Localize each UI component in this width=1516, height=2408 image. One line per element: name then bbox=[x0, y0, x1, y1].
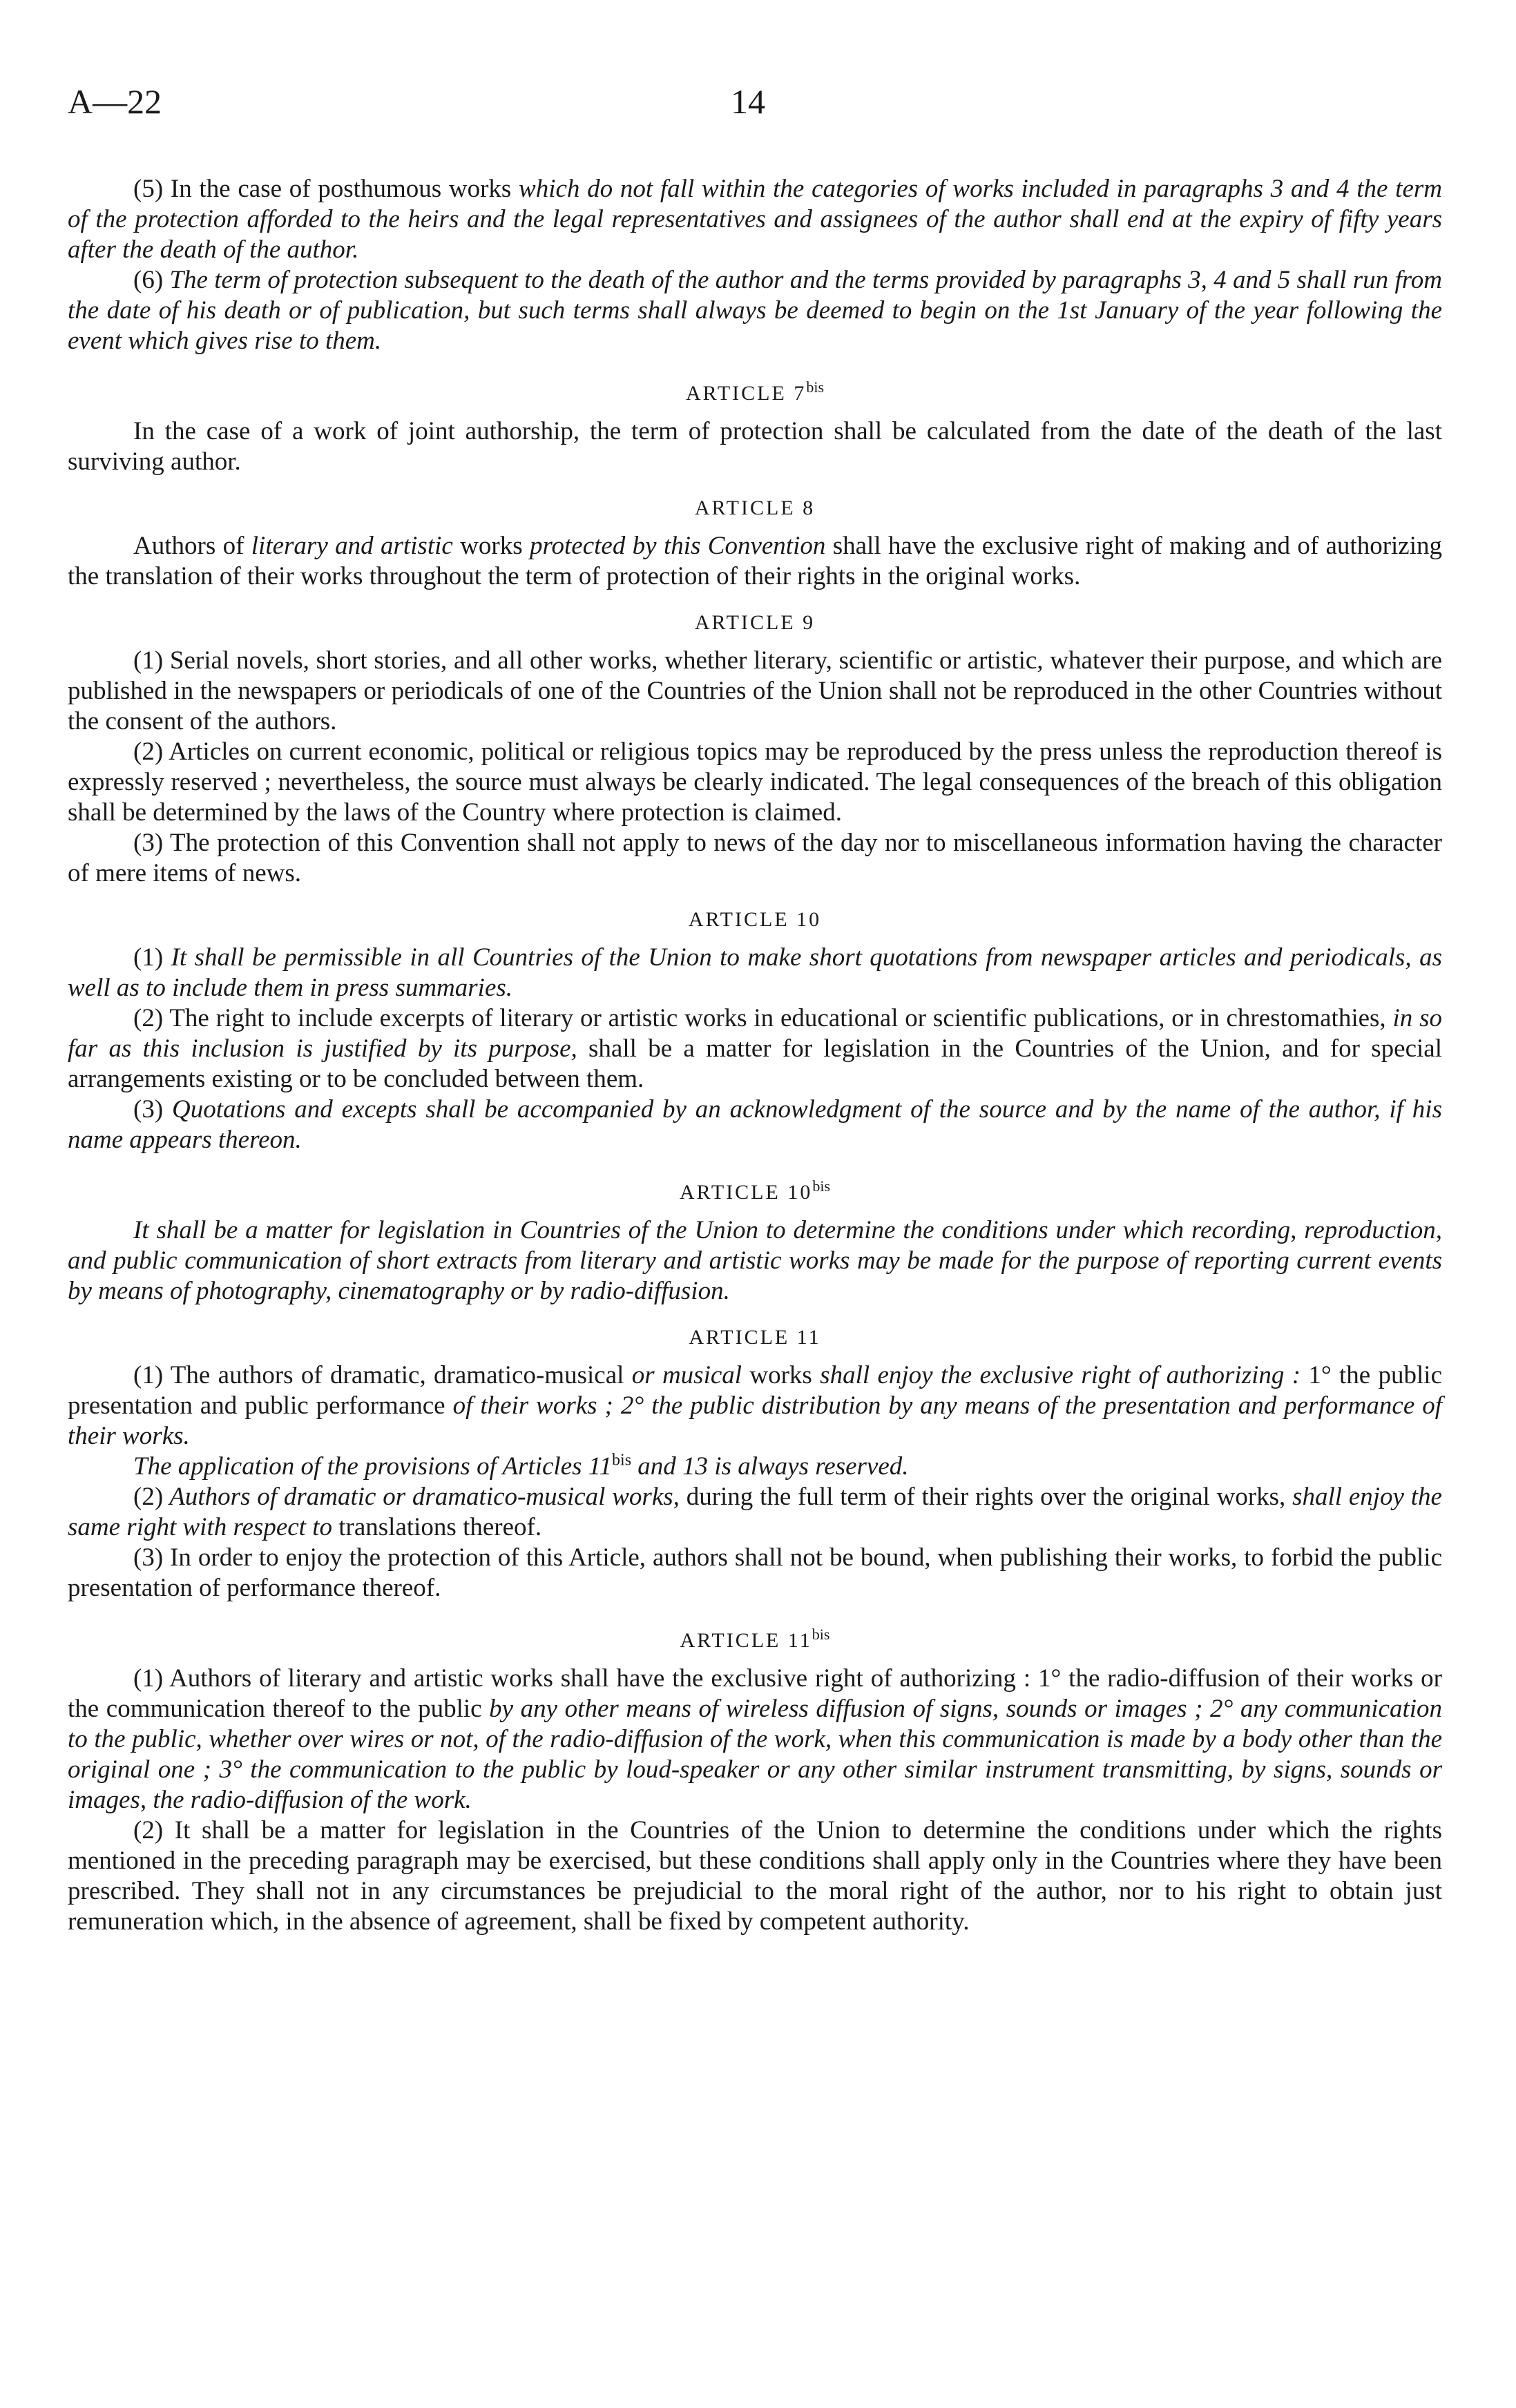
article-11bis-heading bbox=[68, 1619, 1442, 1657]
page-number: 14 bbox=[731, 82, 765, 121]
article-11-heading: ARTICLE 11 bbox=[689, 1326, 821, 1349]
paragraph-number: (3) bbox=[133, 1095, 164, 1124]
article-heading-text: ARTICLE 10 bbox=[679, 1181, 813, 1204]
article-heading-suffix: bis bbox=[806, 378, 825, 396]
article-9-heading: ARTICLE 9 bbox=[694, 611, 816, 634]
paragraph-text: (1) The authors of dramatic, dramatico-musical bbox=[133, 1361, 632, 1389]
paragraph-italic-text: and 13 is always reserved. bbox=[631, 1452, 909, 1481]
paragraph-italic-text: The term of protection subsequent to the death of the author and the terms provided by paragraphs 3, 4 and 5 shall run from the date of his death or of publication, but such terms shall always be deemed to begin on the 1st January of the year following the event which gives rise to them. bbox=[68, 266, 1442, 355]
paragraph-italic-text: shall enjoy the same right with respect to bbox=[68, 1483, 1442, 1541]
article-heading-text: ARTICLE 7 bbox=[685, 382, 807, 405]
paragraph-text: In the case of posthumous works bbox=[163, 175, 519, 203]
paragraph-italic-text: The application of the provisions of Articles 11 bbox=[133, 1452, 613, 1481]
paragraph-italic-text: Quotations and excepts shall be accompanied by an acknowledgment of the source and by the name of the author, if his name appears thereon. bbox=[68, 1095, 1442, 1154]
paragraph-italic-text: in so far as this inclusion is justified by its purpose, bbox=[68, 1004, 1442, 1063]
paragraph-italic-text: of their works ; 2° the public distribution by any means of the presentation and performance of their works. bbox=[68, 1391, 1442, 1450]
paragraph-text: works bbox=[742, 1361, 821, 1389]
paragraph-text: 1° the public presentation and public performance bbox=[68, 1361, 1442, 1420]
article-9-paragraph-3: (3) The protection of this Convention shall not apply to news of the day nor to miscellaneous information having the character of mere items of news. bbox=[68, 829, 1442, 887]
article-11-paragraph-2 bbox=[68, 1482, 1442, 1543]
paragraph-italic-text: or musical bbox=[631, 1361, 742, 1389]
article-11-paragraph-3: (3) In order to enjoy the protection of this Article, authors shall not be bound, when publishing their works, to forbid the public presentation of performance thereof. bbox=[68, 1543, 1442, 1602]
paragraph-italic-text: It shall be a matter for legislation in Countries of the Union to determine the conditions under which recording, reproduction, and public communication of short extracts from literary and artistic works may be made for the purpose of reporting current events by means of photography, cinematography or by radio-diffusion. bbox=[68, 1216, 1442, 1305]
paragraph-number: (1) bbox=[133, 943, 164, 972]
paragraph-italic-text: literary and artistic bbox=[251, 532, 453, 560]
article-11bis-paragraph-2: (2) It shall be a matter for legislation in the Countries of the Union to determine the conditions under which the rights mentioned in the preceding paragraph may be exercised, but these conditions shall apply only in the Countries where they have been prescribed. They shall not in any circumstances be prejudicial to the moral right of the author, nor to his right to obtain just remuneration which, in the absence of agreement, shall be fixed by competent authority. bbox=[68, 1816, 1442, 1936]
paragraph-text: translations thereof. bbox=[332, 1513, 542, 1541]
paragraph-number: (2) bbox=[133, 1483, 164, 1511]
article-8-heading: ARTICLE 8 bbox=[694, 497, 816, 519]
paragraph-text: Authors of bbox=[133, 532, 251, 560]
paragraph-text: works bbox=[452, 532, 530, 560]
article-10-paragraph-2 bbox=[68, 1003, 1442, 1095]
superscript-bis: bis bbox=[612, 1451, 632, 1470]
article-10-heading: ARTICLE 10 bbox=[688, 908, 822, 931]
paragraph-italic-text: Authors of dramatic or dramatico-musical works, bbox=[163, 1483, 680, 1511]
running-head bbox=[68, 81, 1442, 130]
article-heading-suffix: bis bbox=[812, 1626, 830, 1643]
paragraph-text: (2) The right to include excerpts of literary or artistic works in educational or scientific publications, or in chrestomathies, bbox=[133, 1004, 1393, 1032]
article-9-paragraph-1: (1) Serial novels, short stories, and all other works, whether literary, scientific or artistic, whatever their purpose, and which are published in the newspapers or periodicals of one of the Countries of the Union shall not be reproduced in the other Countries without the consent of the authors. bbox=[68, 646, 1442, 735]
article-7-paragraph-6 bbox=[68, 265, 1442, 356]
article-11-paragraph-1-note bbox=[68, 1452, 1442, 1482]
paragraph-italic-text: which do not fall within the categories of works included in paragraphs 3 and 4 the term of the protection afforded to the heirs and the legal representatives and assignees of the author shall end at the expiry of fifty years after the death of the author. bbox=[68, 175, 1442, 264]
paragraph-text: (1) Authors of literary and artistic works shall have the exclusive right of authorizing : 1° the radio-diffusion of their works or the communication thereof to the public bbox=[68, 1664, 1442, 1723]
paragraph-text: shall be a matter for legislation in the Countries of the Union, and for special arrangements existing or to be concluded between them. bbox=[68, 1034, 1442, 1093]
paragraph-number: (5) bbox=[133, 175, 164, 203]
article-11-paragraph-1 bbox=[68, 1360, 1442, 1452]
paragraph-italic-text: by any other means of wireless diffusion of signs, sounds or images ; 2° any communication to the public, whether over wires or not, of the radio-diffusion of the work, when this communication is made by a body other than the original one ; 3° the communication to the public by loud-speaker or any other similar instrument transmitting, by signs, sounds or images, the radio-diffusion of the work. bbox=[68, 1695, 1442, 1814]
article-9-paragraph-2: (2) Articles on current economic, political or religious topics may be reproduced by the press unless the reproduction thereof is expressly reserved ; nevertheless, the source must always be clearly indicated. The legal consequences of the breach of this obligation shall be determined by the laws of the Country where protection is claimed. bbox=[68, 738, 1442, 827]
document-code: A—22 bbox=[68, 82, 162, 121]
paragraph-italic-text: protected by this Convention bbox=[529, 532, 826, 560]
paragraph-italic-text: It shall be permissible in all Countries of the Union to make short quotations from newspaper articles and periodicals, as well as to include them in press summaries. bbox=[68, 943, 1442, 1002]
article-10bis-paragraph bbox=[68, 1215, 1442, 1307]
paragraph-italic-text: shall enjoy the exclusive right of authorizing : bbox=[820, 1361, 1301, 1389]
article-7bis-heading bbox=[68, 372, 1442, 410]
article-10-paragraph-3 bbox=[68, 1095, 1442, 1155]
article-7bis-paragraph: In the case of a work of joint authorship, the term of protection shall be calculated from the date of the death of the last surviving author. bbox=[68, 417, 1442, 476]
document-body bbox=[68, 174, 1442, 1937]
paragraph-number: (6) bbox=[133, 266, 164, 294]
paragraph-text: during the full term of their rights over the original works, bbox=[679, 1483, 1293, 1511]
article-8-paragraph bbox=[68, 531, 1442, 592]
paragraph-text: shall have the exclusive right of making and of authorizing the translation of their works throughout the term of protection of their rights in the original works. bbox=[68, 532, 1442, 590]
article-10bis-heading bbox=[68, 1171, 1442, 1208]
article-10-paragraph-1 bbox=[68, 943, 1442, 1003]
article-11bis-paragraph-1 bbox=[68, 1664, 1442, 1815]
article-heading-text: ARTICLE 11 bbox=[680, 1629, 812, 1652]
article-7-paragraph-5 bbox=[68, 174, 1442, 265]
article-heading-suffix: bis bbox=[812, 1177, 831, 1195]
